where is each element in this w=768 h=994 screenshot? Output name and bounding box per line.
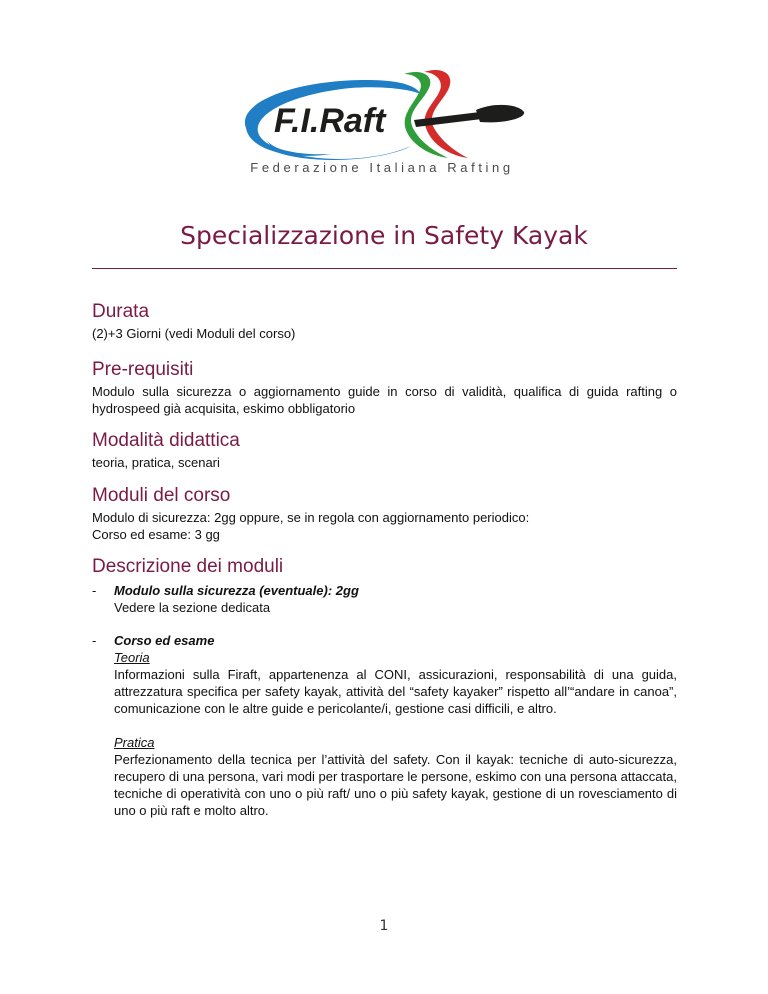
page-number: 1 bbox=[379, 918, 389, 934]
document-title: Specializzazione in Safety Kayak bbox=[180, 221, 588, 250]
section-line: Corso ed esame: 3 gg bbox=[92, 527, 220, 542]
section-text bbox=[92, 509, 677, 543]
logo-blue-swoosh-lower bbox=[266, 140, 411, 160]
pratica-text: Perfezionamento della tecnica per l’attività del safety. Con il kayak: tecniche di auto-sicurezza, recupero di una persona, vari modi per trasportare le persone, eskimo con una persona attaccata, tecniche di operatività con uno o più raft/ uno o più safety kayak, gestione di un rovesciamento di uno o più raft e molto altro. bbox=[114, 752, 677, 818]
section-descrizione bbox=[92, 555, 677, 580]
list-dash: - bbox=[92, 633, 97, 648]
module-item bbox=[92, 582, 677, 616]
list-dash: - bbox=[92, 583, 97, 598]
section-durata bbox=[92, 300, 677, 342]
module-text: Vedere la sezione dedicata bbox=[114, 600, 271, 615]
teoria-text: Informazioni sulla Firaft, appartenenza al CONI, assicurazioni, responsabilità di una guida, attrezzatura specifica per safety kayak, attività del “safety kayaker” rispetto all’“andare in canoa”, comunicazione con le altre guide e pericolante/i, gestione casi difficili, e altro. bbox=[114, 667, 677, 716]
section-text: Modulo sulla sicurezza o aggiornamento guide in corso di validità, qualifica di guida rafting o hydrospeed già acquisita, eskimo obbligatorio bbox=[92, 384, 677, 416]
section-text: (2)+3 Giorni (vedi Moduli del corso) bbox=[92, 326, 296, 341]
title-divider bbox=[92, 268, 677, 269]
logo-paddle bbox=[414, 112, 482, 127]
section-heading: Moduli del corso bbox=[92, 485, 231, 506]
logo-paddle-blade bbox=[476, 105, 524, 122]
section-prerequisiti bbox=[92, 358, 677, 417]
logo-brand-text: F.I.Raft bbox=[274, 102, 386, 140]
section-heading: Modalità didattica bbox=[92, 430, 240, 451]
module-title: Modulo sulla sicurezza (eventuale): 2gg bbox=[114, 583, 359, 598]
section-heading: Pre-requisiti bbox=[92, 359, 194, 380]
section-line: Modulo di sicurezza: 2gg oppure, se in regola con aggiornamento periodico: bbox=[92, 510, 530, 525]
pratica-label: Pratica bbox=[114, 735, 155, 750]
module-item bbox=[92, 632, 677, 819]
logo-red-stripe bbox=[424, 70, 468, 158]
module-title: Corso ed esame bbox=[114, 633, 215, 648]
section-heading: Durata bbox=[92, 301, 150, 322]
section-text: teoria, pratica, scenari bbox=[92, 455, 220, 470]
logo-subtitle: Federazione Italiana Rafting bbox=[250, 160, 514, 175]
teoria-label: Teoria bbox=[114, 650, 150, 665]
section-modalita bbox=[92, 429, 677, 471]
section-moduli bbox=[92, 484, 677, 543]
section-heading: Descrizione dei moduli bbox=[92, 556, 284, 577]
